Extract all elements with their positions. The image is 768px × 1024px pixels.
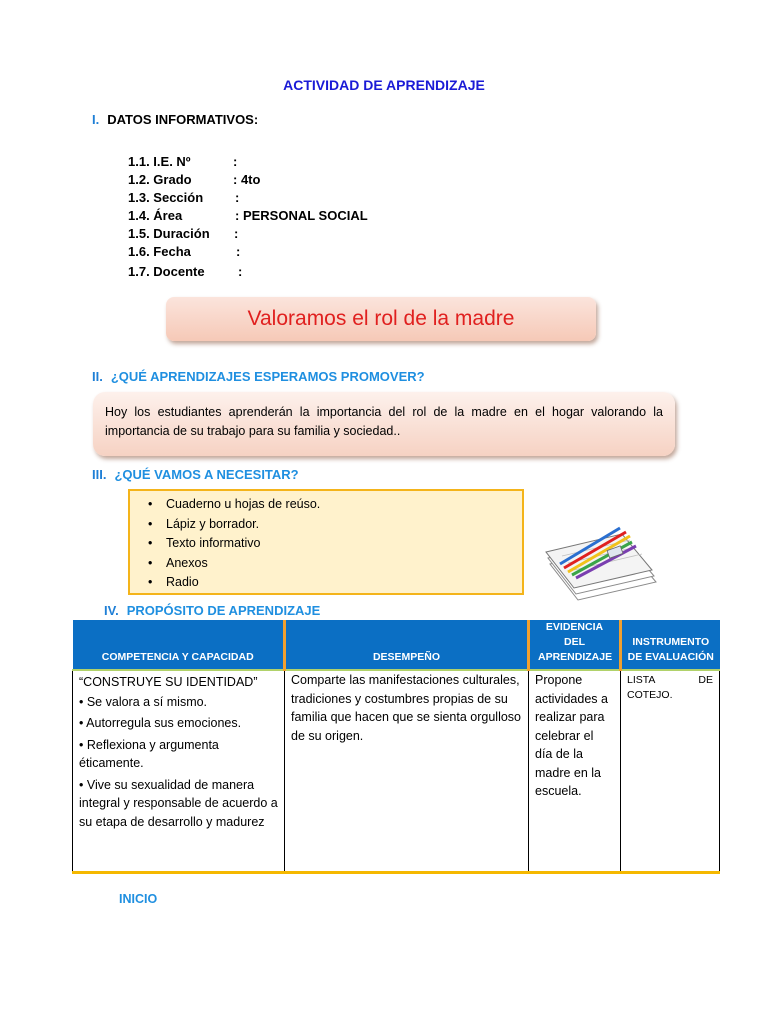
section-label: PROPÓSITO DE APRENDIZAJE (126, 603, 321, 618)
table-header-row (73, 620, 720, 670)
competencia-title: “CONSTRUYE SU IDENTIDAD” (79, 675, 258, 689)
section-label: ¿QUÉ APRENDIZAJES ESPERAMOS PROMOVER? (110, 369, 425, 384)
info-value: : (234, 226, 239, 241)
info-value: : (238, 264, 243, 279)
list-item: • Anexos (166, 554, 522, 574)
session-title-banner: Valoramos el rol de la madre (166, 297, 596, 341)
column-header: COMPETENCIA Y CAPACIDAD (73, 620, 285, 670)
evidencia-text: Propone actividades a realizar para celebrar el día de la madre en la escuela. (535, 673, 608, 798)
table-row (73, 670, 720, 872)
section-number: I. (92, 112, 100, 127)
info-row-fecha (128, 244, 241, 259)
section-number: IV. (104, 603, 119, 618)
info-label: 1.3. Sección (128, 190, 204, 205)
column-header: INSTRUMENTO DE EVALUACIÓN (621, 620, 720, 670)
section-number: III. (92, 467, 107, 482)
info-label: 1.7. Docente (128, 264, 205, 279)
column-header: DESEMPEÑO (285, 620, 529, 670)
purpose-table (72, 620, 720, 874)
section-proposito (104, 603, 320, 618)
info-row-seccion (128, 190, 240, 205)
section-label: DATOS INFORMATIVOS: (107, 112, 259, 127)
info-row-grado (128, 172, 261, 187)
capacidad-item: • Autorregula sus emociones. (79, 716, 242, 730)
info-row-docente (128, 264, 243, 279)
capacidad-item: • Reflexiona y argumenta éticamente. (79, 737, 219, 770)
desempeno-cell (285, 670, 529, 872)
capacidad-item: • Se valora a sí mismo. (79, 694, 208, 709)
instrumento-text: LISTA DE COTEJO. (627, 674, 713, 701)
info-row-duracion (128, 226, 239, 241)
learning-description: Hoy los estudiantes aprenderán la importancia del rol de la madre en el hogar valorando la importancia de su trabajo para su familia y sociedad.. (93, 392, 675, 456)
section-aprendizajes (92, 369, 425, 384)
list-item: • Lápiz y borrador. (166, 515, 522, 535)
list-item: • Cuaderno u hojas de reúso. (166, 495, 522, 515)
list-item: • Texto informativo (166, 534, 522, 554)
info-row-ie (128, 154, 238, 169)
evidencia-cell (529, 670, 621, 872)
section-necesitar (92, 467, 299, 482)
info-row-area (128, 208, 368, 223)
section-label: ¿QUÉ VAMOS A NECESITAR? (114, 467, 299, 482)
info-label: 1.6. Fecha (128, 244, 191, 259)
inicio-heading: INICIO (119, 892, 158, 906)
capacidad-item: • Vive su sexualidad de manera integral y responsable de acuerdo a su etapa de desarrollo y madurez (79, 777, 278, 829)
section-number: II. (92, 369, 103, 384)
info-value: : (235, 190, 240, 205)
desempeno-text: Comparte las manifestaciones culturales, tradiciones y costumbres propias de su familia que hacen que se sienta orgulloso de su origen. (291, 673, 522, 743)
info-value: : (233, 154, 238, 169)
list-item: • Radio (166, 573, 522, 593)
section-datos-informativos (92, 112, 258, 127)
info-label: 1.2. Grado (128, 172, 192, 187)
info-value: : (236, 244, 241, 259)
info-value: : 4to (233, 172, 261, 187)
materials-box (128, 489, 524, 595)
competencia-cell (73, 670, 285, 872)
info-label: 1.4. Área (128, 208, 183, 223)
notebook-pencils-icon (538, 518, 660, 602)
info-value: : PERSONAL SOCIAL (235, 208, 368, 223)
materials-list (130, 491, 522, 593)
instrumento-cell (621, 670, 720, 872)
info-label: 1.5. Duración (128, 226, 210, 241)
document-title: ACTIVIDAD DE APRENDIZAJE (283, 77, 485, 93)
column-header: EVIDENCIA DEL APRENDIZAJE (529, 620, 621, 670)
info-label: 1.1. I.E. Nº (128, 154, 191, 169)
